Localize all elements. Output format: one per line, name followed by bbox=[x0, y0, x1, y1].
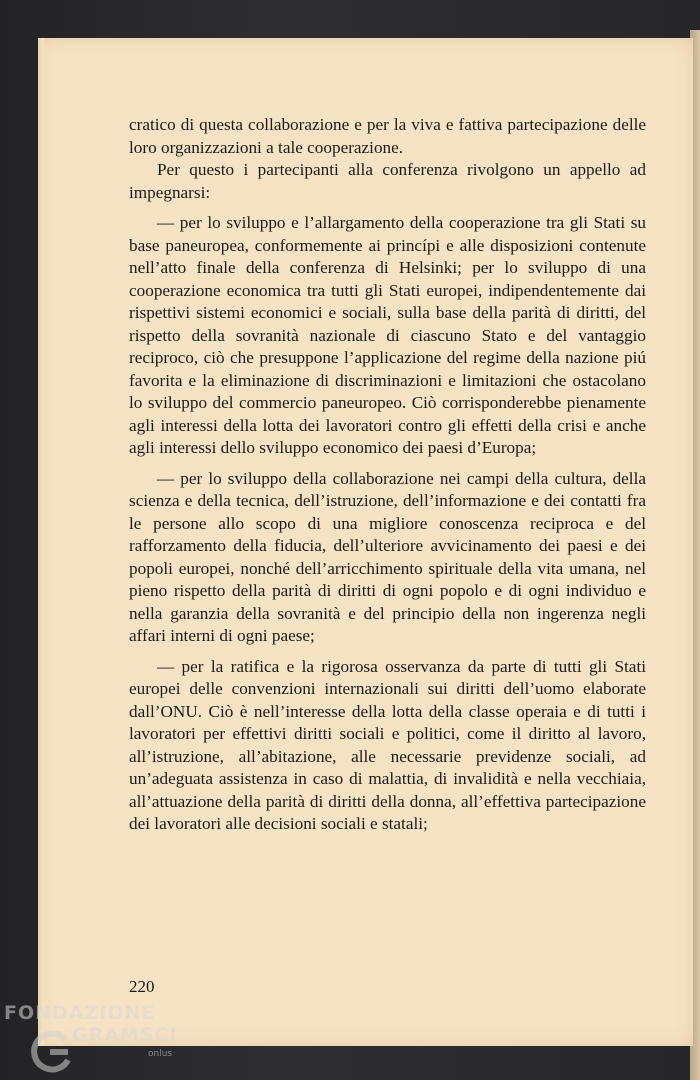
gramsci-logo-icon bbox=[28, 1030, 72, 1074]
page-binding-shadow bbox=[38, 38, 44, 1046]
page-number: 220 bbox=[129, 977, 155, 996]
paragraph-human-rights: — per la ratifica e la rigorosa osservanza da parte di tutti gli Stati europei delle convenzioni internazionali sui diritti dell’uomo elaborate dall’ONU. Ciò è nell’interesse della lotta della classe operaia e di tutti i lavoratori per effettivi diritti sociali e politici, come il diritto al lavoro, all’istruzione, all’abitazione, alle necessarie previdenze sociali, ad un’adeguata assistenza in caso di malattia, di invalidità e nella vecchiaia, all’attuazione della parità di diritti della donna, all’effettiva partecipazione dei lavoratori alle decisioni sociali e statali; bbox=[129, 656, 646, 833]
watermark bbox=[2, 1000, 192, 1075]
watermark-line1: FONDAZIONE bbox=[4, 1002, 156, 1024]
paragraph-appeal: Per questo i partecipanti alla conferenza rivolgono un appello ad impegnarsi: bbox=[129, 160, 646, 202]
watermark-onlus: onlus bbox=[148, 1049, 173, 1059]
paragraph-culture: — per lo sviluppo della collaborazione nei campi della cultura, della scienza e della tecnica, dell’istruzione, dell’informazione e dei contatti fra le persone allo scopo di una migliore conoscenza reciproca e del rafforzamento della fiducia, dell’ulteriore avvicinamento dei paesi e dei popoli europei, nonché dell’arricchimento spirituale della vita umana, nel pieno rispetto della parità di diritti di ogni popolo e di ogni individuo e nella garanzia della sovranità e del principio della non ingerenza negli affari interni di ogni paese; bbox=[129, 468, 646, 645]
paragraph-cooperation: — per lo sviluppo e l’allargamento della cooperazione tra gli Stati su base paneuropea, conformemente ai princípi e alle disposizioni contenute nell’atto finale della conferenza di Helsinki; per lo sviluppo di una cooperazione economica tra tutti gli Stati europei, indipendentemente dai rispettivi sistemi economici e sociali, sulla base della parità di diritti, del rispetto della sovranità nazionale di ciascuno Stato e del vantaggio reciproco, ciò che presuppone l’applicazione del regime della nazione piú favorita e la eliminazione di discriminazioni e limitazioni che ostacolano lo sviluppo del commercio paneuropeo. Ciò corrisponderebbe pienamente agli interessi della lotta dei lavoratori contro gli effetti della crisi e anche agli interessi dello sviluppo economico dei paesi d’Europa; bbox=[129, 213, 646, 457]
watermark-line2: GRAMSCI bbox=[72, 1024, 178, 1046]
paragraph-continuation: cratico di questa collaborazione e per la viva e fattiva partecipazione delle loro organizzazioni a tale cooperazione. bbox=[129, 115, 646, 157]
body-text bbox=[129, 114, 646, 836]
